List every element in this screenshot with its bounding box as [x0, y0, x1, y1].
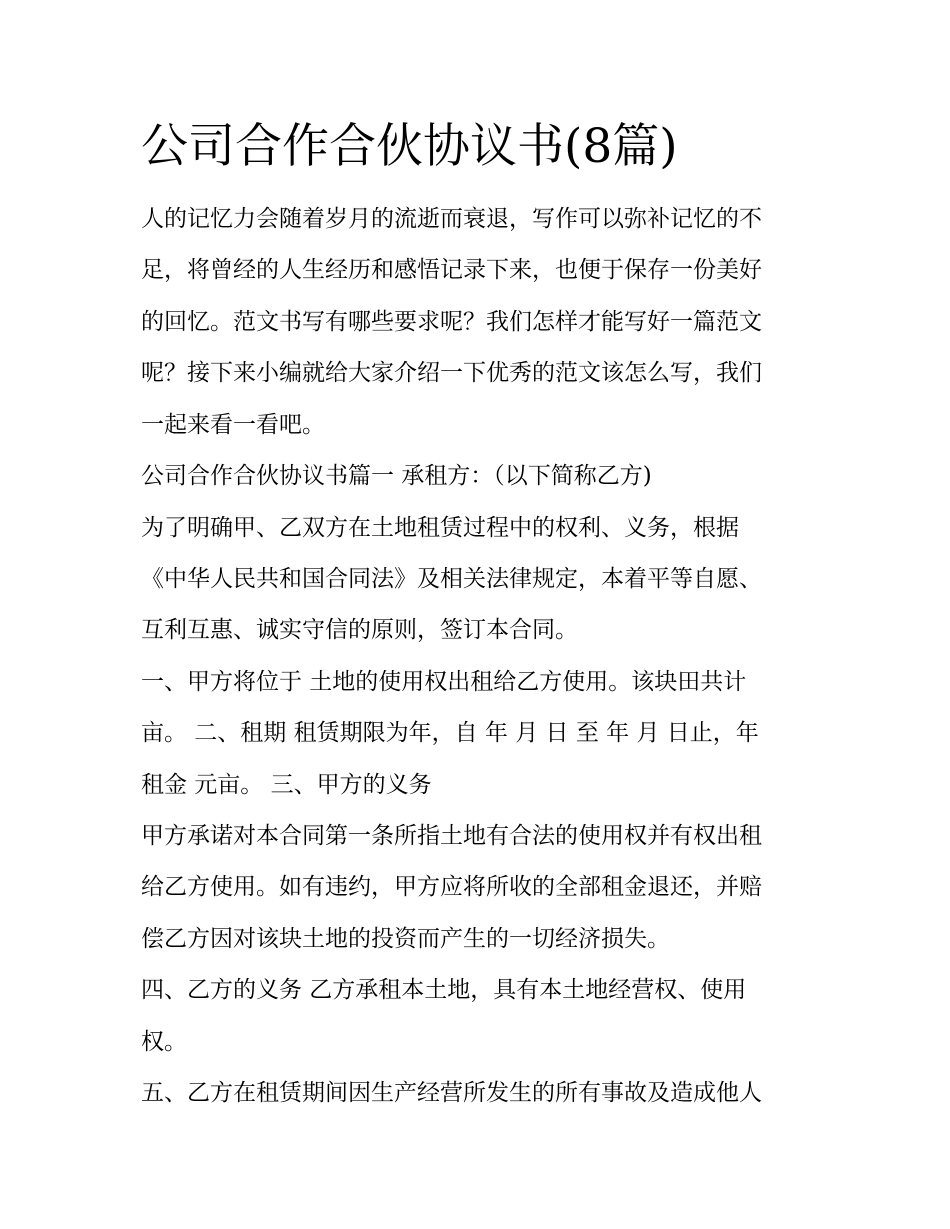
text-line: 权。 — [141, 1029, 187, 1055]
text-line: 互利互惠、诚实守信的原则，签订本合同。 — [141, 617, 578, 643]
text-line: 一起来看一看吧。 — [141, 412, 325, 438]
text-line: 公司合作合伙协议书篇一 承租方：（以下简称乙方) — [141, 463, 652, 489]
text-line: 的回忆。范文书写有哪些要求呢？我们怎样才能写好一篇范文 — [141, 309, 762, 335]
document-title: 公司合作合伙协议书(8篇) — [141, 119, 678, 174]
text-line: 《中华人民共和国合同法》及相关法律规定，本着平等自愿、 — [141, 566, 762, 592]
text-line: 足，将曾经的人生经历和感悟记录下来，也便于保存一份美好 — [141, 257, 762, 283]
text-line: 甲方承诺对本合同第一条所指土地有合法的使用权并有权出租 — [141, 823, 762, 849]
text-line: 亩。 二、租期 租赁期限为年，自 年 月 日 至 年 月 日止，年 — [141, 720, 759, 746]
text-line: 呢？接下来小编就给大家介绍一下优秀的范文该怎么写，我们 — [141, 360, 762, 386]
text-line: 偿乙方因对该块土地的投资而产生的一切经济损失。 — [141, 926, 670, 952]
text-line: 给乙方使用。如有违约，甲方应将所收的全部租金退还，并赔 — [141, 874, 762, 900]
text-line: 为了明确甲、乙双方在土地租赁过程中的权利、义务，根据 — [141, 515, 739, 541]
text-line: 五、乙方在租赁期间因生产经营所发生的所有事故及造成他人 — [141, 1080, 762, 1106]
text-line: 一、甲方将位于 土地的使用权出租给乙方使用。该块田共计 — [141, 669, 747, 695]
text-line: 租金 元亩。 三、甲方的义务 — [141, 772, 432, 798]
text-line: 人的记忆力会随着岁月的流逝而衰退，写作可以弥补记忆的不 — [141, 206, 762, 232]
document-body — [141, 112, 821, 1106]
text-line: 四、乙方的义务 乙方承租本土地，具有本土地经营权、使用 — [141, 977, 747, 1003]
